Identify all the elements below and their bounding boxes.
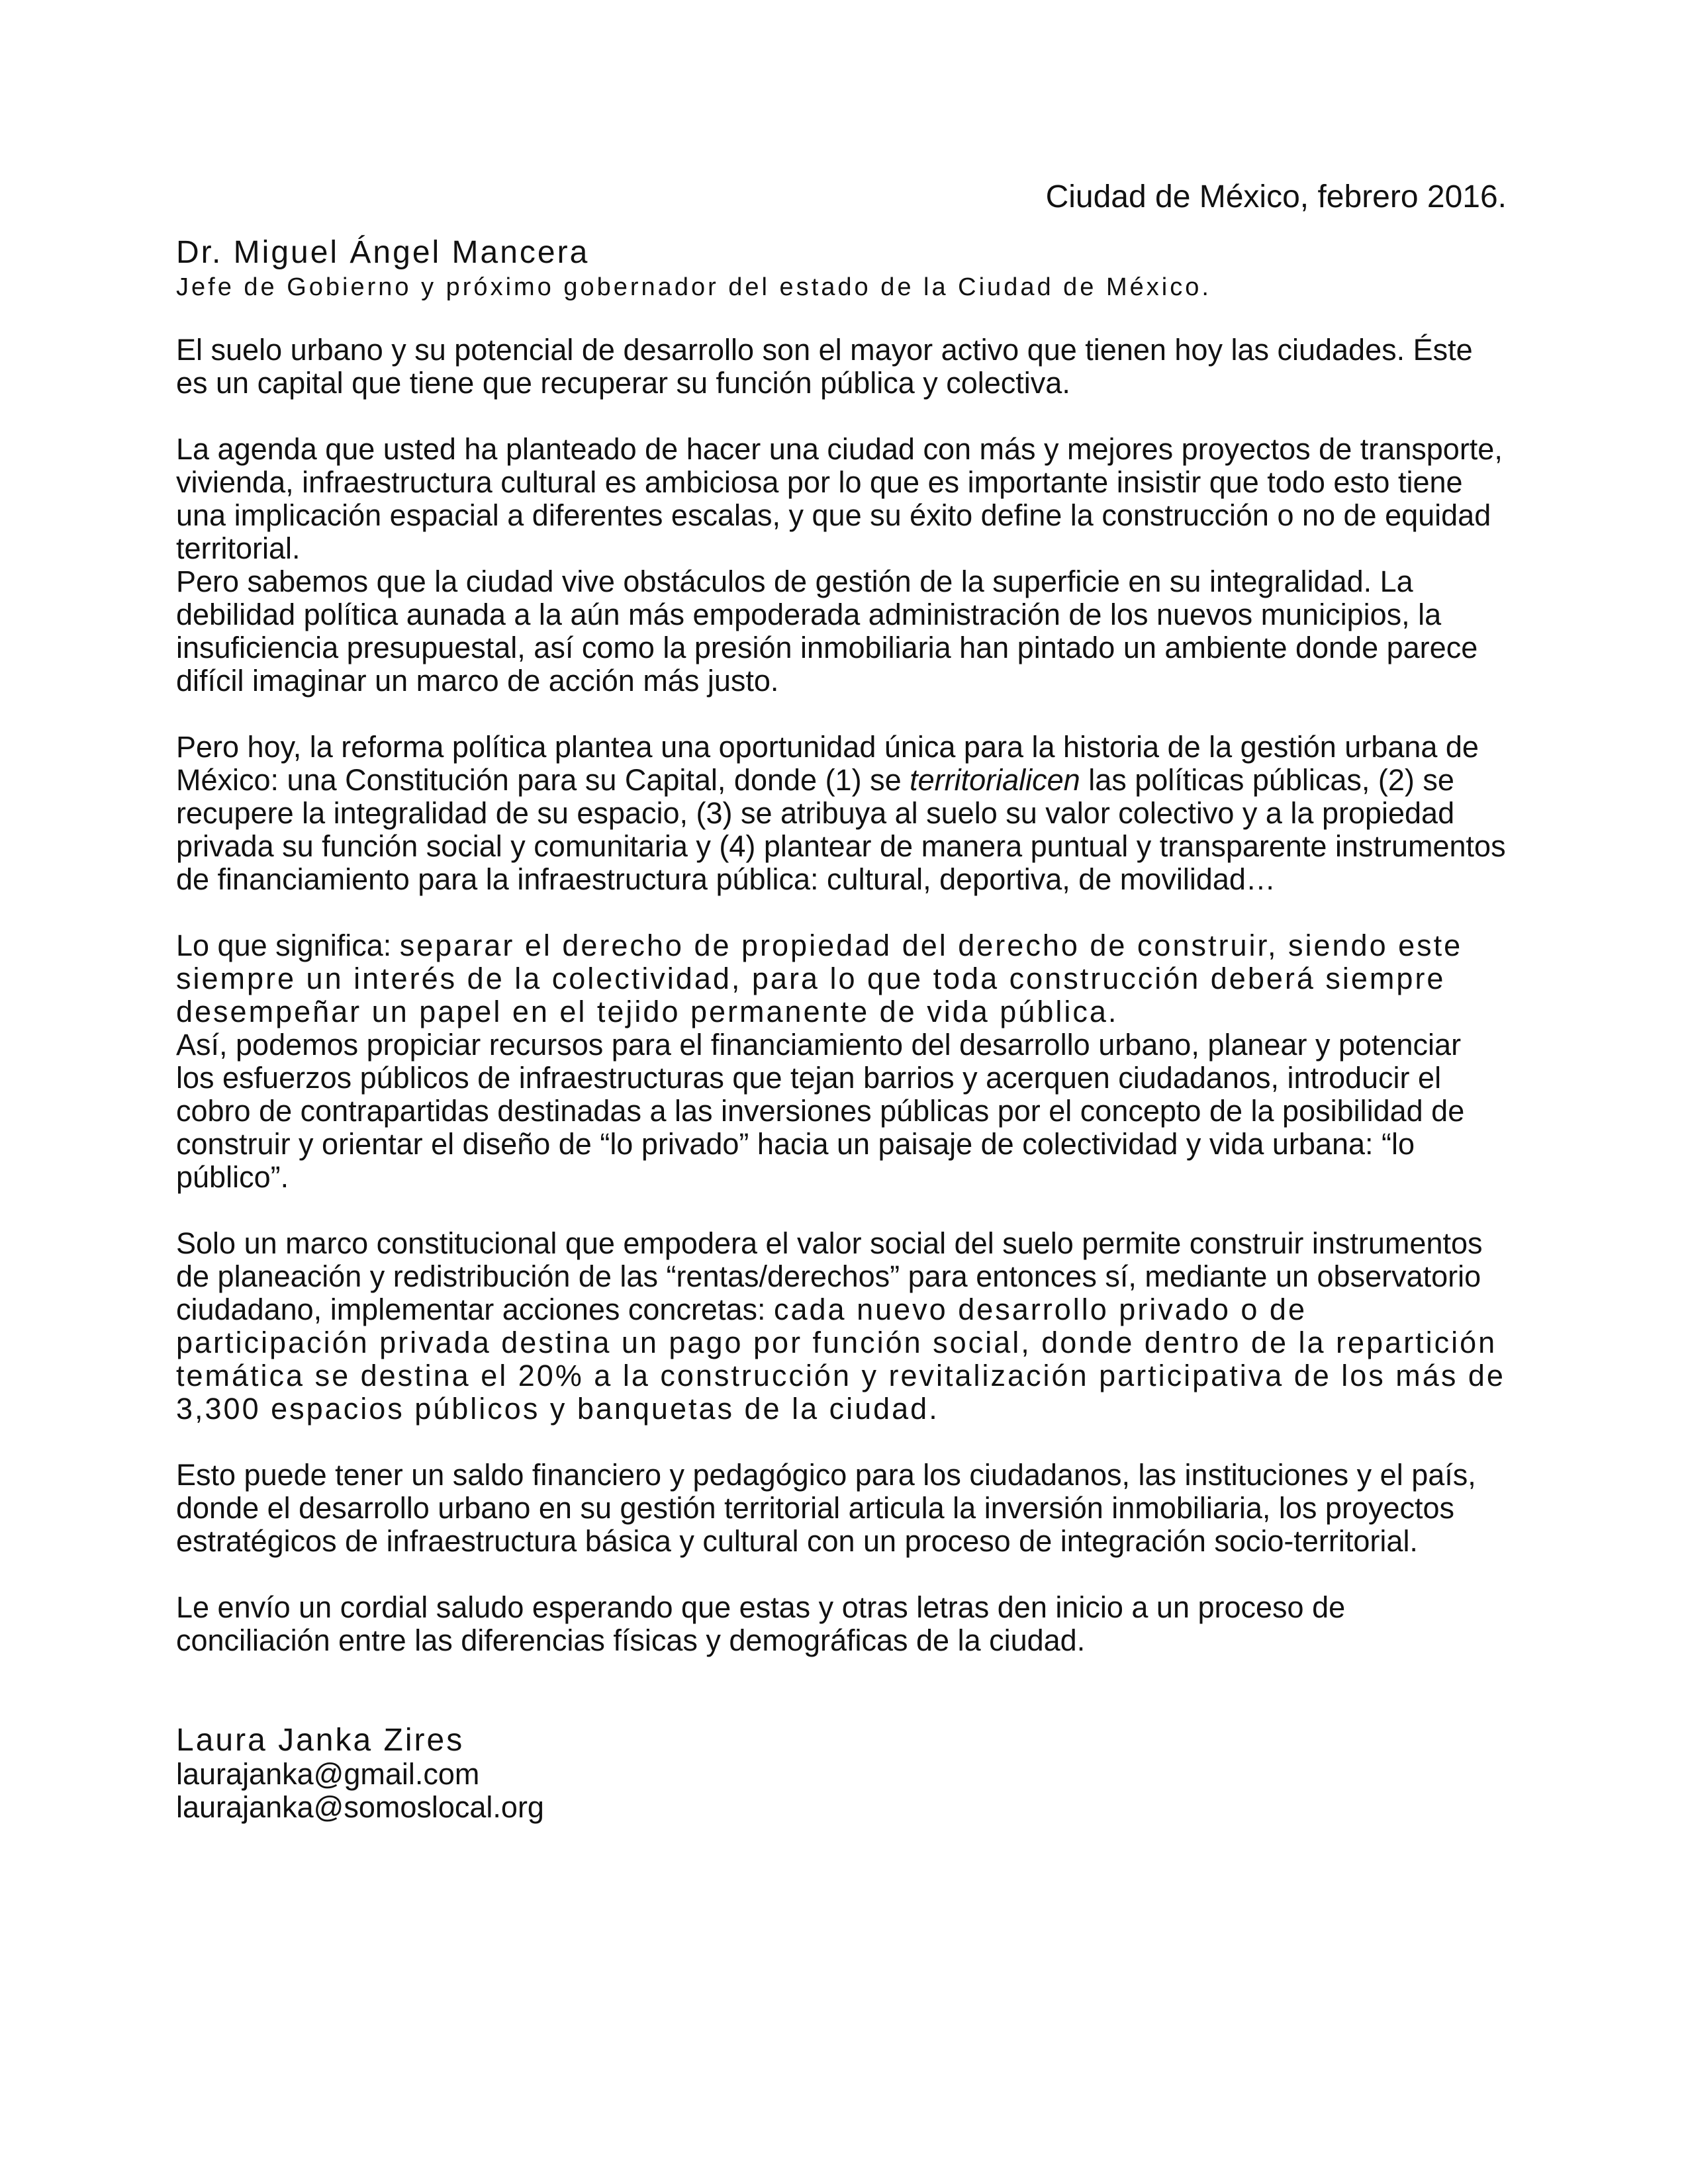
paragraph-5-emphasis: cada nuevo desarrollo privado o de participación privada destina un pago por función social, donde dentro de la repartición temática se destina el 20% a la construcción y revitalización participativa de los más de 3,300 espacios públicos y banquetas de la ciudad. xyxy=(176,1293,1505,1426)
paragraph-gap xyxy=(176,400,1507,433)
recipient-name: Dr. Miguel Ángel Mancera xyxy=(176,235,590,270)
paragraph-5-lead: Solo un marco constitucional que empodera el valor social del suelo permite construir instrumentos de planeación y redistribución de las “rentas/derechos” para entonces sí, mediante un observatorio ciudadano, implementar acciones concretas: xyxy=(176,1226,1483,1326)
paragraph-4 xyxy=(176,929,1507,1028)
paragraph-gap xyxy=(176,896,1507,929)
recipient-title: Jefe de Gobierno y próximo gobernador del estado de la Ciudad de México. xyxy=(176,273,1211,301)
paragraph-1: El suelo urbano y su potencial de desarrollo son el mayor activo que tienen hoy las ciudades. Éste es un capital que tiene que recuperar su función pública y colectiva. xyxy=(176,333,1473,400)
paragraph-3-text-end: las políticas públicas, (2) se recupere la integralidad de su espacio, (3) se atribuya al suelo su valor colectivo y a la propiedad privada su función social y comunitaria y (4) plantear de manera puntual y transparente instrumentos de financiamiento para la infraestructura pública: cultural, deportiva, de movilidad… xyxy=(176,763,1506,896)
paragraph-gap xyxy=(176,1426,1507,1459)
paragraph-gap xyxy=(176,698,1507,731)
paragraph-4-emphasis: separar el derecho de propiedad del derecho de construir, siendo este siempre un interés de la colectividad, para lo que toda construcción deberá siempre desempeñar un papel en el tejido permanente de vida pública. xyxy=(176,929,1463,1028)
letter-page xyxy=(176,179,1507,1824)
paragraph-4-lead: Lo que significa: xyxy=(176,929,400,962)
paragraph-3-text-start: Pero hoy, la reforma política plantea una oportunidad única para la historia de la gestión urbana de México: una Constitución para su Capital, donde (1) se xyxy=(176,730,1479,797)
paragraph-3-italic: territorialicen xyxy=(910,763,1080,797)
paragraph-6: Esto puede tener un saldo financiero y pedagógico para los ciudadanos, las instituciones y el país, donde el desarrollo urbano en su gestión territorial articula la inversión inmobiliaria, los proyectos estratégicos de infraestructura básica y cultural con un proceso de integración socio-territorial. xyxy=(176,1458,1476,1558)
paragraph-3 xyxy=(176,731,1507,896)
signature-email-2: laurajanka@somoslocal.org xyxy=(176,1790,544,1824)
paragraph-2a: La agenda que usted ha planteado de hacer una ciudad con más y mejores proyectos de transporte, vivienda, infraestructura cultural es ambiciosa por lo que es importante insistir que todo esto tiene una implicación espacial a diferentes escalas, y que su éxito define la construcción o no de equidad territorial. xyxy=(176,432,1503,565)
paragraph-4b: Así, podemos propiciar recursos para el financiamiento del desarrollo urbano, planear y potenciar los esfuerzos públicos de infraestructuras que tejan barrios y acerquen ciudadanos, introducir el cobro de contrapartidas destinadas a las inversiones públicas por el concepto de la posibilidad de construir y orientar el diseño de “lo privado” hacia un paisaje de colectividad y vida urbana: “lo público”. xyxy=(176,1028,1465,1194)
paragraph-2b: Pero sabemos que la ciudad vive obstáculos de gestión de la superficie en su integralidad. La debilidad política aunada a la aún más empoderada administración de los nuevos municipios, la insuficiencia presupuestal, así como la presión inmobiliaria han pintado un ambiente donde parece difícil imaginar un marco de acción más justo. xyxy=(176,565,1478,698)
paragraph-gap xyxy=(176,1558,1507,1591)
letter-date: Ciudad de México, febrero 2016. xyxy=(1045,179,1507,214)
paragraph-7: Le envío un cordial saludo esperando que estas y otras letras den inicio a un proceso de conciliación entre las diferencias físicas y demográficas de la ciudad. xyxy=(176,1590,1346,1657)
paragraph-gap xyxy=(176,1194,1507,1227)
signature-email-1: laurajanka@gmail.com xyxy=(176,1757,480,1791)
signature-name: Laura Janka Zires xyxy=(176,1723,465,1758)
signature-block xyxy=(176,1723,1507,1824)
paragraph-5 xyxy=(176,1227,1507,1426)
